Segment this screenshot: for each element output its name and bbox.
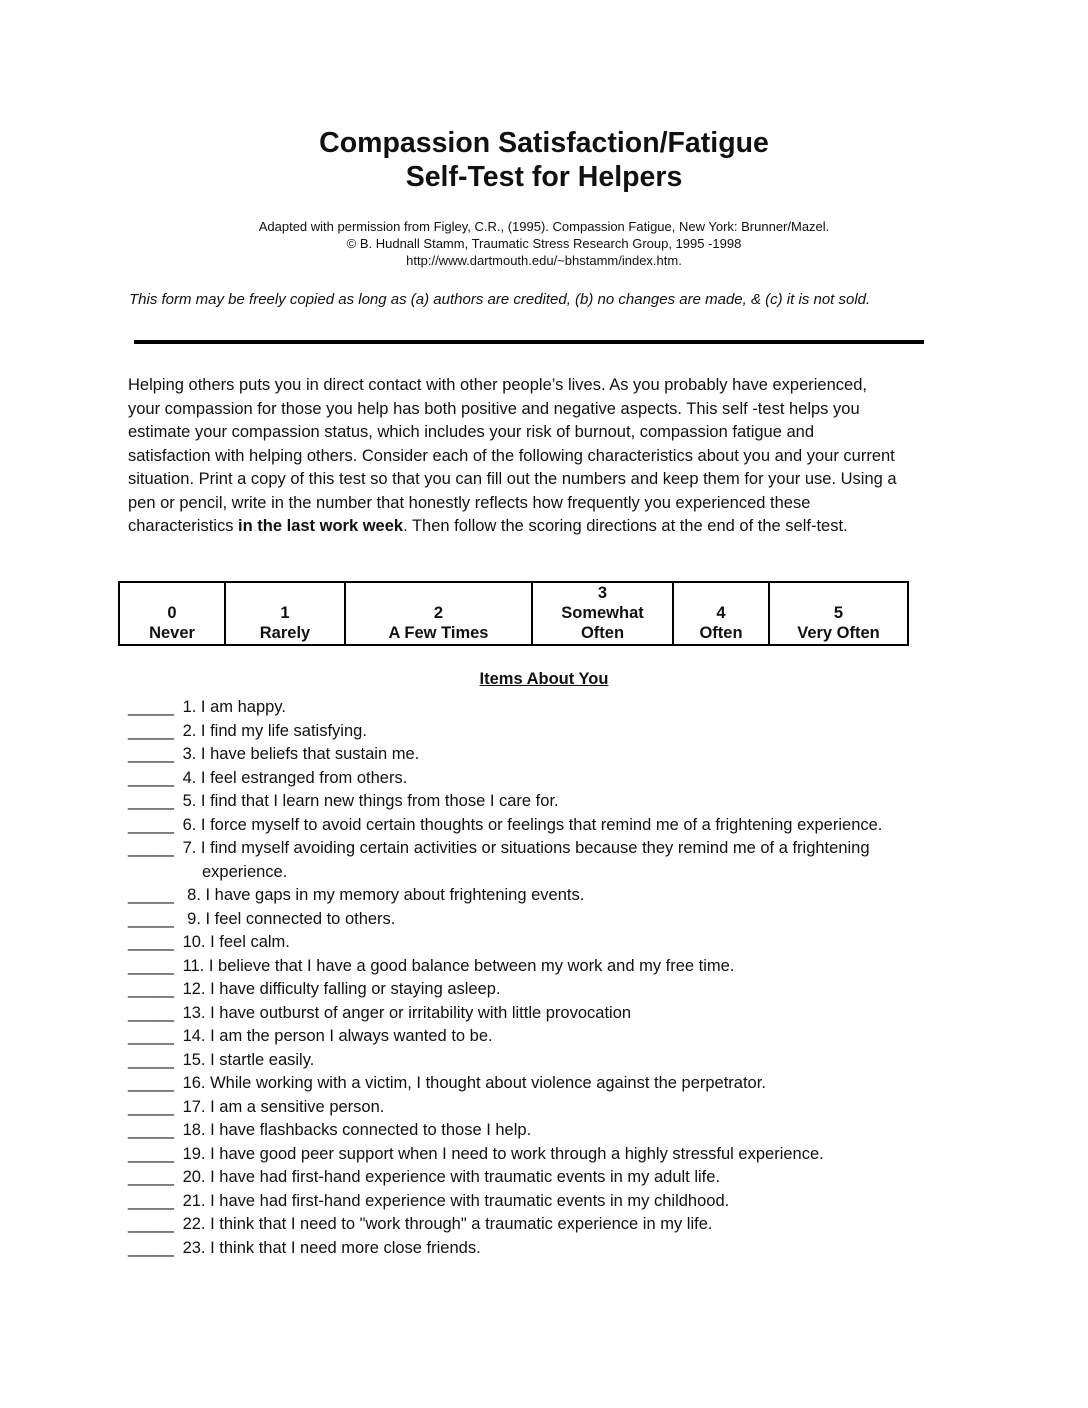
- intro-line-last: [128, 515, 963, 539]
- item-text: 11. I believe that I have a good balance between my work and my free time.: [178, 956, 735, 975]
- list-item: [128, 978, 958, 1002]
- scale-value: 0: [167, 604, 177, 622]
- license-notice: This form may be freely copied as long as (a) authors are credited, (b) no changes are made, & (c) it is not sold.: [129, 291, 871, 308]
- list-item: [128, 1213, 958, 1237]
- list-item: [128, 837, 958, 861]
- section-title: Items About You: [479, 670, 609, 688]
- list-item: [128, 814, 958, 838]
- answer-blank[interactable]: _____: [128, 1121, 174, 1139]
- list-item: [128, 1237, 958, 1261]
- intro-text: characteristics: [128, 517, 239, 535]
- list-item: [128, 1143, 958, 1167]
- item-text: 14. I am the person I always wanted to be.: [178, 1027, 493, 1045]
- answer-blank[interactable]: _____: [128, 933, 174, 951]
- item-text: 5. I find that I learn new things from those I care for.: [178, 792, 559, 810]
- item-text: 16. While working with a victim, I thought about violence against the perpetrator.: [178, 1074, 766, 1092]
- list-item: [128, 1072, 958, 1096]
- horizontal-rule: [134, 340, 924, 344]
- scale-cell-5: [769, 582, 908, 645]
- list-item: [128, 790, 958, 814]
- intro-line: situation. Print a copy of this test so that you can fill out the numbers and keep them for your use. Using a: [128, 470, 897, 488]
- scale-cell-4: [673, 582, 769, 645]
- item-text: 6. I force myself to avoid certain thoughts or feelings that remind me of a frightening experience.: [178, 815, 883, 834]
- credits-copyright: © B. Hudnall Stamm, Traumatic Stress Research Group, 1995 -1998: [346, 236, 742, 251]
- rating-scale-table: [118, 581, 909, 646]
- intro-paragraph: [128, 374, 963, 539]
- scale-label: Never: [149, 624, 195, 642]
- intro-text: . Then follow the scoring directions at the end of the self-test.: [403, 517, 848, 535]
- list-item: [128, 1190, 958, 1214]
- answer-blank[interactable]: _____: [128, 745, 174, 763]
- scale-value: 4: [716, 604, 726, 622]
- item-text: 4. I feel estranged from others.: [178, 768, 408, 787]
- intro-line: satisfaction with helping others. Consider each of the following characteristics about you and your current: [128, 446, 895, 465]
- item-text: 3. I have beliefs that sustain me.: [178, 745, 420, 763]
- intro-line: Helping others puts you in direct contact with other people’s lives. As you probably have experienced,: [128, 376, 867, 394]
- scale-value: 3: [597, 584, 608, 602]
- item-text: 15. I startle easily.: [178, 1050, 315, 1069]
- scale-cell-2: [345, 582, 532, 645]
- item-text: experience.: [202, 862, 288, 881]
- item-text: 2. I find my life satisfying.: [178, 721, 367, 740]
- item-text: 13. I have outburst of anger or irritability with little provocation: [178, 1003, 632, 1022]
- answer-blank[interactable]: _____: [128, 1215, 174, 1233]
- answer-blank[interactable]: _____: [128, 1097, 174, 1116]
- list-item: [128, 908, 958, 932]
- answer-blank[interactable]: _____: [128, 768, 174, 787]
- list-item: [128, 1025, 958, 1049]
- list-item: [128, 696, 958, 720]
- answer-blank[interactable]: _____: [128, 1003, 174, 1022]
- answer-blank[interactable]: _____: [128, 1027, 174, 1045]
- list-item: [128, 955, 958, 979]
- answer-blank[interactable]: _____: [128, 1050, 174, 1069]
- answer-blank[interactable]: _____: [128, 1191, 174, 1210]
- scale-cell-0: [119, 582, 225, 645]
- answer-blank[interactable]: _____: [128, 956, 174, 975]
- title-line-2: Self-Test for Helpers: [405, 161, 683, 193]
- item-text: 17. I am a sensitive person.: [178, 1097, 385, 1116]
- answer-blank[interactable]: _____: [128, 886, 174, 904]
- answer-blank[interactable]: _____: [128, 1238, 174, 1257]
- answer-blank[interactable]: _____: [128, 839, 174, 857]
- list-item: [128, 1166, 958, 1190]
- scale-cell-3: [532, 582, 673, 645]
- scale-label: Rarely: [259, 624, 311, 642]
- item-text: 8. I have gaps in my memory about frightening events.: [178, 886, 585, 904]
- item-text: 19. I have good peer support when I need to work through a highly stressful experience.: [178, 1144, 824, 1163]
- scale-value: 1: [280, 604, 290, 622]
- items-list: [128, 696, 958, 1260]
- scale-label: Often: [699, 624, 743, 642]
- item-text: 23. I think that I need more close friends.: [178, 1238, 481, 1257]
- list-item: [128, 1049, 958, 1073]
- title-line-1: Compassion Satisfaction/Fatigue: [319, 127, 769, 159]
- item-text: 1. I am happy.: [178, 698, 286, 716]
- page-title: [0, 126, 1088, 194]
- answer-blank[interactable]: _____: [128, 1144, 174, 1163]
- scale-label: Very Often: [797, 624, 880, 642]
- item-text: 7. I find myself avoiding certain activities or situations because they remind me of a frightening: [178, 839, 870, 857]
- item-text: 10. I feel calm.: [178, 933, 290, 951]
- rating-scale-row: [119, 582, 908, 645]
- intro-line: estimate your compassion status, which includes your risk of burnout, compassion fatigue and: [128, 423, 815, 441]
- item-text: 22. I think that I need to "work through" a traumatic experience in my life.: [178, 1215, 713, 1233]
- list-item: [128, 767, 958, 791]
- list-item: [128, 720, 958, 744]
- answer-blank[interactable]: _____: [128, 792, 174, 810]
- answer-blank[interactable]: _____: [128, 721, 174, 740]
- answer-blank[interactable]: _____: [128, 815, 174, 834]
- scale-cell-1: [225, 582, 345, 645]
- scale-value: 5: [833, 604, 844, 622]
- answer-blank[interactable]: _____: [128, 698, 174, 716]
- credits-url[interactable]: http://www.dartmouth.edu/~bhstamm/index.htm.: [406, 253, 682, 268]
- list-item-continuation: [128, 861, 958, 885]
- intro-line: pen or pencil, write in the number that honestly reflects how frequently you experienced these: [128, 493, 811, 512]
- answer-blank[interactable]: _____: [128, 1074, 174, 1092]
- scale-value: 2: [433, 604, 444, 622]
- item-text: 18. I have flashbacks connected to those I help.: [178, 1121, 532, 1139]
- answer-blank[interactable]: _____: [128, 909, 174, 928]
- scale-label-line1: Somewhat: [561, 604, 644, 622]
- item-text: 21. I have had first-hand experience with traumatic events in my childhood.: [178, 1191, 730, 1210]
- list-item: [128, 931, 958, 955]
- answer-blank[interactable]: _____: [128, 1168, 174, 1186]
- item-text: 20. I have had first-hand experience with traumatic events in my adult life.: [178, 1168, 721, 1186]
- scale-label: Often: [580, 624, 625, 642]
- answer-blank[interactable]: _____: [128, 980, 174, 998]
- intro-emphasis: in the last work week: [238, 517, 404, 535]
- item-text: 12. I have difficulty falling or staying asleep.: [178, 980, 501, 998]
- credits-citation: Adapted with permission from Figley, C.R., (1995). Compassion Fatigue, New York: Brunner/Mazel.: [258, 219, 830, 234]
- intro-line: your compassion for those you help has both positive and negative aspects. This self -test helps you: [128, 399, 860, 418]
- credits-block: [0, 218, 1088, 269]
- list-item: [128, 1119, 958, 1143]
- list-item: [128, 743, 958, 767]
- list-item: [128, 1096, 958, 1120]
- list-item: [128, 884, 958, 908]
- scale-label: A Few Times: [388, 624, 489, 642]
- item-text: 9. I feel connected to others.: [178, 909, 396, 928]
- list-item: [128, 1002, 958, 1026]
